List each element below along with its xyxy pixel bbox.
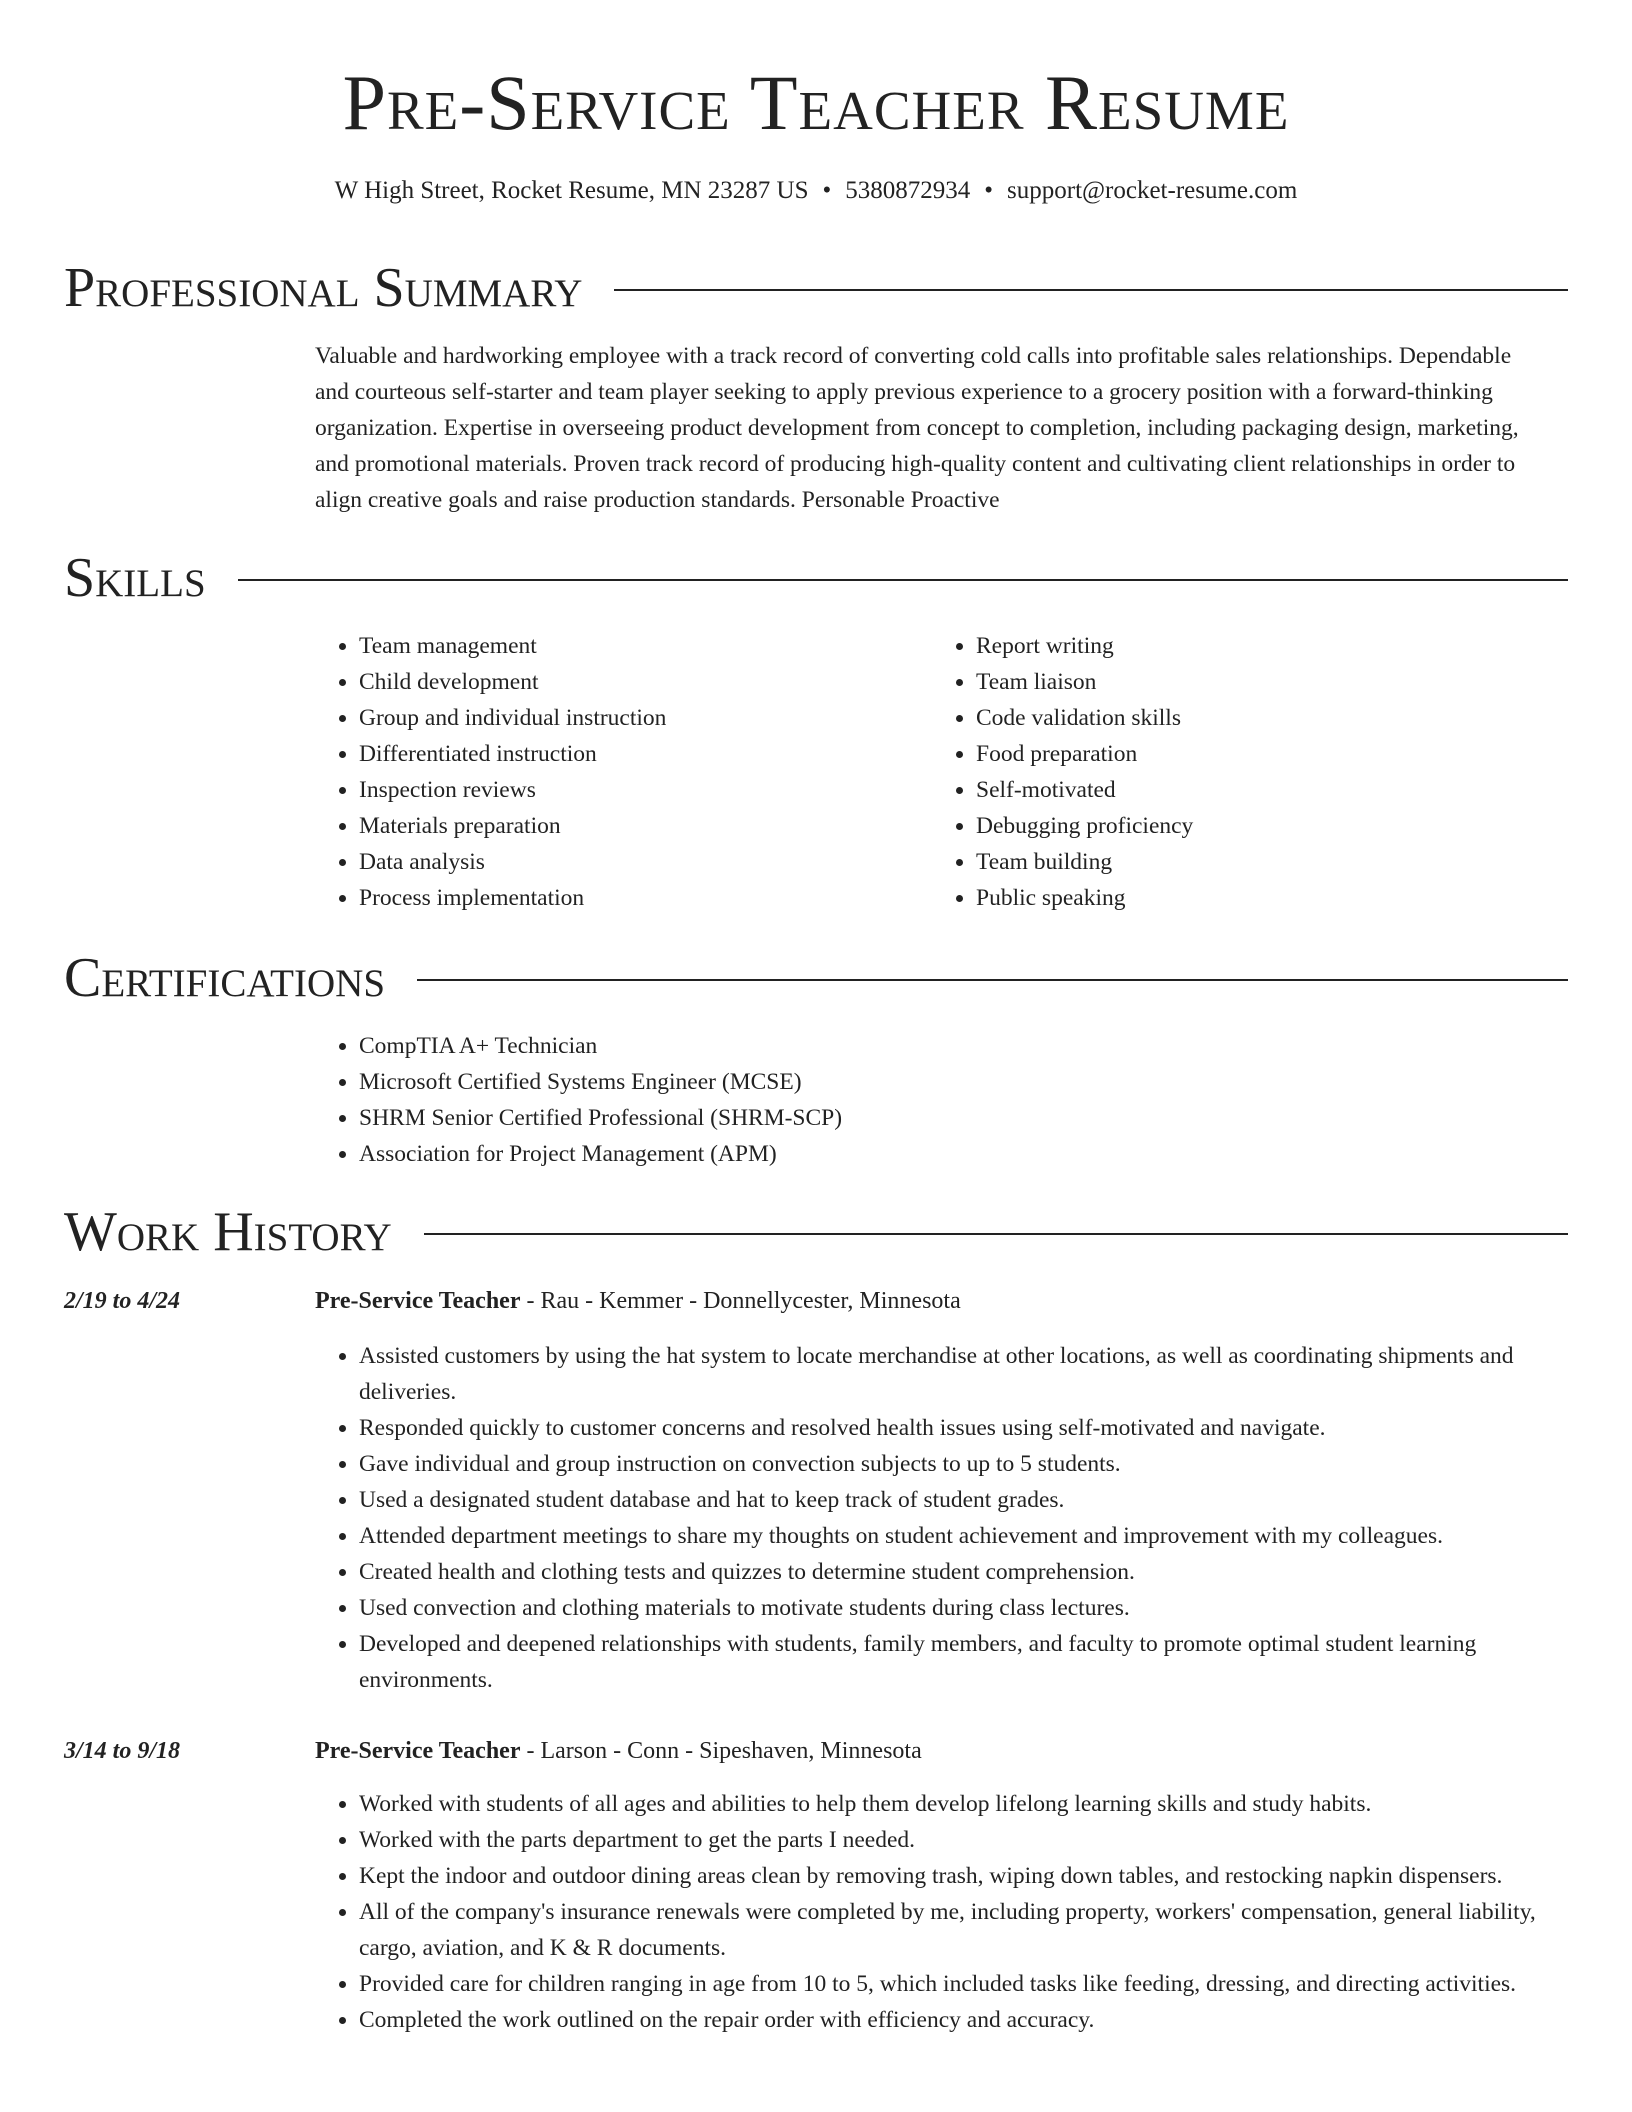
- job-title: Pre-Service Teacher: [315, 1288, 521, 1314]
- contact-separator: •: [822, 177, 832, 204]
- job-bullet: • Developed and deepened relationships with students, family members, and faculty to promote optimal student learning environments.: [359, 1626, 1599, 1698]
- summary-text: Valuable and hardworking employee with a track record of converting cold calls into profitable sales relationships. Dependable and courteous self-starter and team player seeking to apply previous experience to a grocery position with a forward-thinking organization. Expertise in overseeing product development from concept to completion, including packaging design, marketing, and promotional materials. Proven track record of producing high-quality content and cultivating client relationships in order to align creative goals and raise production standards. Personable Proactive: [315, 343, 1519, 513]
- job-bullet: • Responded quickly to customer concerns and resolved health issues using self-motivated and navigate.: [359, 1410, 1599, 1446]
- skill-item: • Differentiated instruction: [359, 736, 919, 772]
- skill-item: • Food preparation: [976, 736, 1536, 772]
- job-dates: 3/14 to 9/18: [64, 1738, 181, 1764]
- skills-heading-text: Skills: [64, 547, 206, 609]
- job-dates: 2/19 to 4/24: [64, 1288, 181, 1314]
- skill-item: • Team management: [359, 628, 919, 664]
- job-bullet: • Attended department meetings to share my thoughts on student achievement and improvement with my colleagues.: [359, 1518, 1599, 1554]
- job-employer-location: - Rau - Kemmer - Donnellycester, Minnesota: [520, 1288, 961, 1314]
- skill-item: • Data analysis: [359, 844, 919, 880]
- job-bullet-list: [315, 1786, 1599, 2038]
- skills-list-left: [315, 628, 919, 916]
- contact-separator: •: [984, 177, 994, 204]
- skill-item: • Team liaison: [976, 664, 1536, 700]
- certifications-heading: [64, 948, 1568, 1008]
- job-title: Pre-Service Teacher: [315, 1738, 521, 1764]
- job-bullet: • Assisted customers by using the hat system to locate merchandise at other locations, as well as coordinating shipments and deliveries.: [359, 1338, 1599, 1410]
- job-bullet: • All of the company's insurance renewals were completed by me, including property, workers' compensation, general liability, cargo, aviation, and K & R documents.: [359, 1894, 1599, 1966]
- skill-item: • Group and individual instruction: [359, 700, 919, 736]
- work-history-heading-text: Work History: [64, 1201, 392, 1263]
- skill-item: • Child development: [359, 664, 919, 700]
- certification-item: • Microsoft Certified Systems Engineer (MCSE): [359, 1064, 1579, 1100]
- certifications-heading-text: Certifications: [64, 947, 386, 1009]
- certification-item: • CompTIA A+ Technician: [359, 1028, 1579, 1064]
- skill-item: • Debugging proficiency: [976, 808, 1536, 844]
- job-bullet: • Used a designated student database and hat to keep track of student grades.: [359, 1482, 1599, 1518]
- certifications-list: [315, 1028, 1579, 1172]
- job-bullet: • Created health and clothing tests and quizzes to determine student comprehension.: [359, 1554, 1599, 1590]
- job-bullet-list: [315, 1338, 1599, 1698]
- job-bullet: • Gave individual and group instruction on convection subjects to up to 5 students.: [359, 1446, 1599, 1482]
- job-bullet: • Provided care for children ranging in age from 10 to 5, which included tasks like feeding, dressing, and directing activities.: [359, 1966, 1599, 2002]
- section-divider: [424, 1233, 1568, 1235]
- job-bullet: • Worked with students of all ages and abilities to help them develop lifelong learning skills and study habits.: [359, 1786, 1599, 1822]
- skills-list-right: [932, 628, 1536, 916]
- skill-item: • Code validation skills: [976, 700, 1536, 736]
- job-employer-location: - Larson - Conn - Sipeshaven, Minnesota: [520, 1738, 922, 1764]
- job-header: [315, 1284, 961, 1318]
- work-history-heading: [64, 1202, 1568, 1262]
- job-bullet: • Worked with the parts department to get the parts I needed.: [359, 1822, 1599, 1858]
- skill-item: • Inspection reviews: [359, 772, 919, 808]
- summary-heading-text: Professional Summary: [64, 257, 583, 319]
- certification-item: • SHRM Senior Certified Professional (SHRM-SCP): [359, 1100, 1579, 1136]
- contact-address: W High Street, Rocket Resume, MN 23287 US: [334, 177, 809, 204]
- skill-item: • Team building: [976, 844, 1536, 880]
- skill-item: • Process implementation: [359, 880, 919, 916]
- summary-heading: [64, 258, 1568, 318]
- certification-item: • Association for Project Management (APM): [359, 1136, 1579, 1172]
- job-bullet: • Used convection and clothing materials to motivate students during class lectures.: [359, 1590, 1599, 1626]
- job-bullet: • Kept the indoor and outdoor dining areas clean by removing trash, wiping down tables, and restocking napkin dispensers.: [359, 1858, 1599, 1894]
- skill-item: • Materials preparation: [359, 808, 919, 844]
- resume-title: Pre-Service Teacher Resume: [342, 59, 1290, 146]
- section-divider: [238, 579, 1568, 581]
- job-header: [315, 1734, 922, 1768]
- job-bullet: • Completed the work outlined on the repair order with efficiency and accuracy.: [359, 2002, 1599, 2038]
- section-divider: [417, 979, 1568, 981]
- skill-item: • Public speaking: [976, 880, 1536, 916]
- skill-item: • Report writing: [976, 628, 1536, 664]
- contact-phone: 5380872934: [845, 177, 971, 204]
- contact-line: [0, 174, 1632, 208]
- contact-email: support@rocket-resume.com: [1007, 177, 1298, 204]
- skills-heading: [64, 548, 1568, 608]
- section-divider: [614, 289, 1568, 291]
- skill-item: • Self-motivated: [976, 772, 1536, 808]
